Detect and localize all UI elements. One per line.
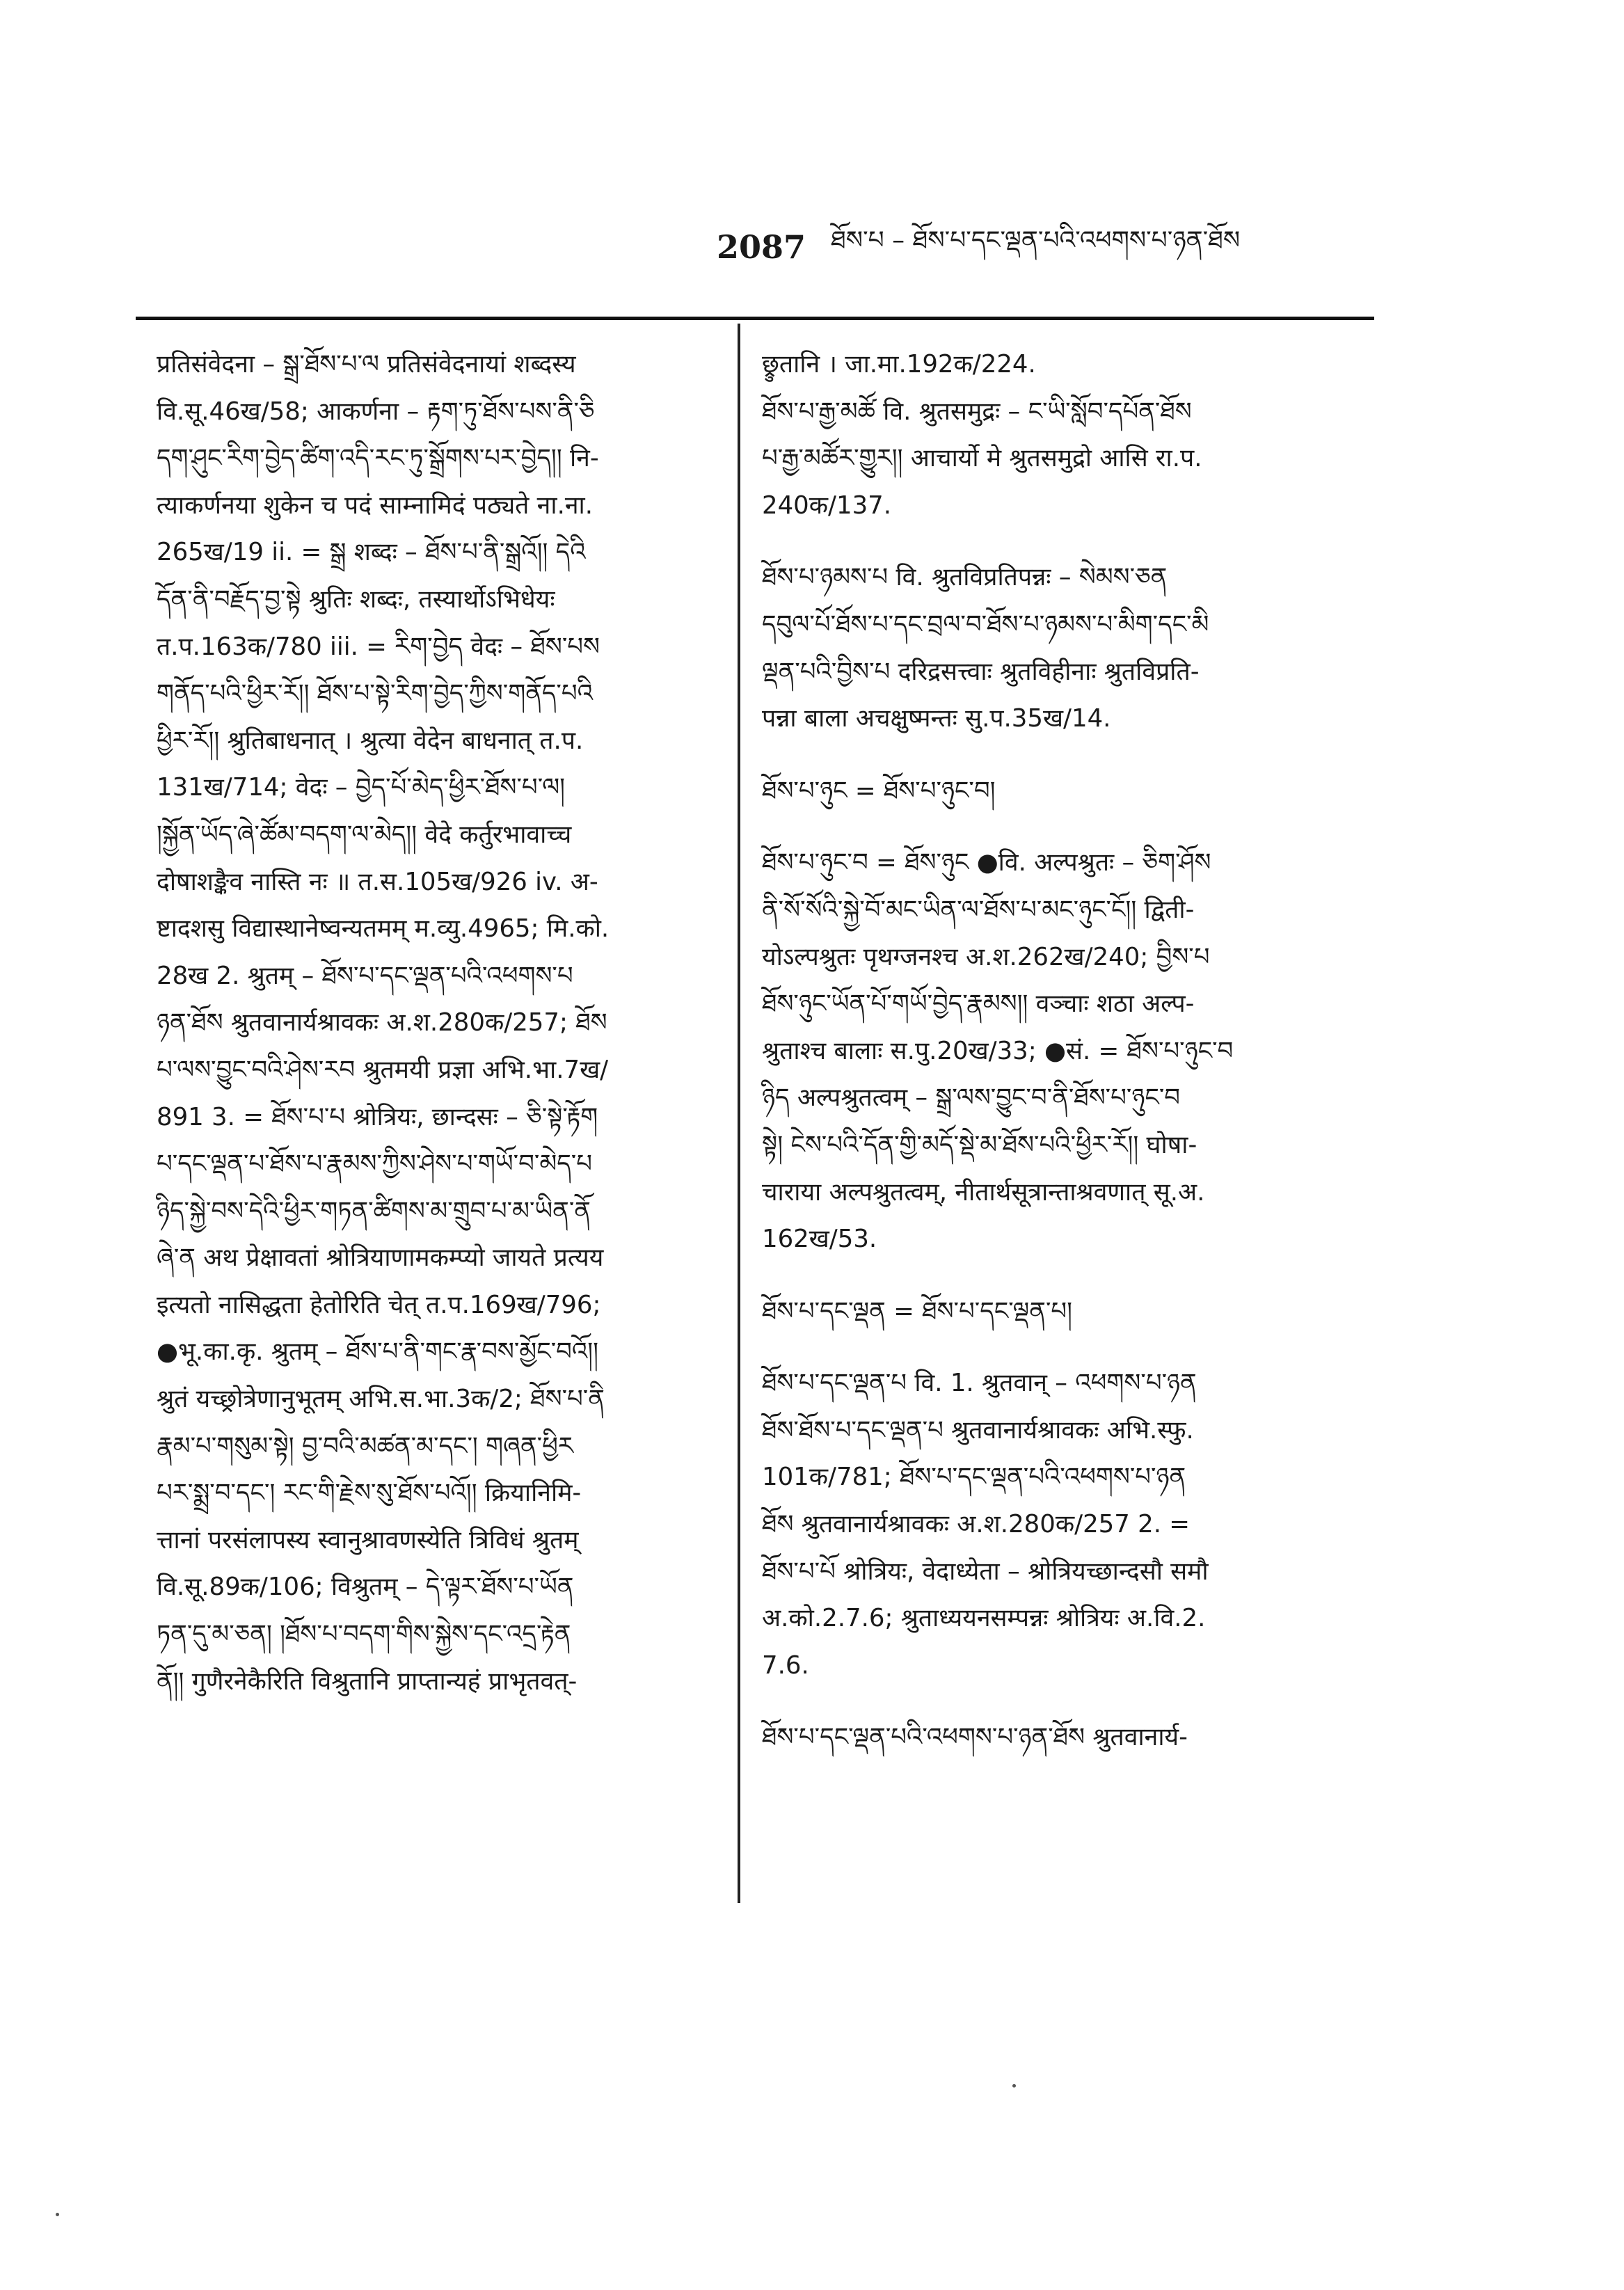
text-line: त्याकर्णनया शुकेन च पदं साम्नामिदं पठ्यते ना.ना. bbox=[157, 491, 594, 520]
text-line: ཐོས་པ་པོ श्रोत्रियः, वेदाध्येता – श्रोत्रियच्छान्दसौ समौ bbox=[762, 1557, 1209, 1586]
text-line: 265ख/19 ii. = སྒྲ शब्दः – ཐོས་པ་ནི་སྒྲའོ།། དེའི bbox=[157, 538, 586, 567]
text-line: །སྐྱོན་ཡོད་ཞེ་ཚོམ་བདག་ལ་མེད།། वेदे कर्तुरभावाच्च bbox=[157, 820, 572, 849]
text-line: चाराया अल्पश्रुतत्वम्, नीतार्थसूत्रान्ताश्रवणात् सू.अ. bbox=[762, 1177, 1205, 1207]
text-line: ཏན་དུ་མ་ཅན། །ཐོས་པ་བདག་གིས་སྐྱེས་དང་འདྲ་རྟེན bbox=[157, 1620, 571, 1649]
text-line: 891 3. = ཐོས་པ་པ श्रोत्रियः, छान्दसः – ཅི་སྟེ་རྟོག bbox=[157, 1102, 598, 1131]
text-line: योऽल्पश्रुतः पृथग्जनश्च अ.श.262ख/240; བྱིས་པ bbox=[762, 942, 1210, 971]
running-headwords: ཐོས་པ – ཐོས་པ་དང་ལྡན་པའི་འཕགས་པ་ཉན་ཐོས bbox=[831, 226, 1241, 255]
right-column bbox=[762, 341, 1388, 1761]
text-line: ཐོས་ཉུང་ཡོན་པོ་གཡོ་བྱེད་རྣམས།། वञ्चाः शठा अल्प- bbox=[762, 989, 1195, 1019]
text-line: ●भू.का.कृ. श्रुतम् – ཐོས་པ་ནི་གང་རྣ་བས་མྱོང་བའོ།། bbox=[157, 1337, 599, 1367]
text-line: པ་ལས་བྱུང་བའི་ཤེས་རབ श्रुतमयी प्रज्ञा अभि.भा.7ख/ bbox=[157, 1055, 609, 1084]
text-line: ཐོས་པ་དང་ལྡན་པའི་འཕགས་པ་ཉན་ཐོས श्रुतवानार्य- bbox=[762, 1723, 1188, 1752]
text-line: ཐོས་པ་ཉུང་བ = ཐོས་ཉུང ●वि. अल्पश्रुतः – ཅིག་ཤོས bbox=[762, 848, 1211, 877]
text-line: ལྡན་པའི་བྱིས་པ दरिद्रसत्त्वाः श्रुतविहीनाः श्रुतविप्रति- bbox=[762, 657, 1200, 686]
scan-speck bbox=[56, 2213, 59, 2216]
entry-spacer bbox=[762, 529, 1388, 554]
text-line: རྣམ་པ་གསུམ་སྟེ། བྱ་བའི་མཚན་མ་དང་། གཞན་ཕྱིར bbox=[157, 1431, 573, 1461]
left-column bbox=[157, 341, 727, 1705]
text-line: प्रतिसंवेदना – སྒྲ་ཐོས་པ་ལ प्रतिसंवेदनायां शब्दस्य bbox=[157, 350, 576, 379]
text-line: ཉན་ཐོས श्रुतवानार्यश्रावकः अ.श.280क/257; ཐོས bbox=[157, 1008, 607, 1037]
text-line: པ་དང་ལྡན་པ་ཐོས་པ་རྣམས་ཀྱིས་ཤེས་པ་གཡོ་བ་མེད་པ bbox=[157, 1150, 593, 1179]
text-line: ཐོས श्रुतवानार्यश्रावकः अ.श.280क/257 2. = bbox=[762, 1510, 1191, 1539]
entry-spacer bbox=[762, 1689, 1388, 1714]
text-line: 162ख/53. bbox=[762, 1225, 877, 1254]
text-line: ष्टादशसु विद्यास्थानेष्वन्यतमम् म.व्यु.4965; मि.को. bbox=[157, 914, 610, 944]
entry-spacer bbox=[762, 814, 1388, 839]
text-line: ཐོས་ཐོས་པ་དང་ལྡན་པ श्रुतवानार्यश्रावकः अभि.स्फु. bbox=[762, 1415, 1194, 1445]
text-line: ཉིད་སྐྱེ་བས་དེའི་ཕྱིར་གཏན་ཚིགས་མ་གྲུབ་པ་མ་ཡིན་ནོ bbox=[157, 1196, 591, 1225]
text-line: पन्ना बाला अचक्षुष्मन्तः सु.प.35ख/14. bbox=[762, 704, 1111, 733]
text-line: པར་སྨྲ་བ་དང་། རང་གི་རྗེས་སུ་ཐོས་པའོ།། क्रियानिमि- bbox=[157, 1479, 582, 1508]
header-rule bbox=[136, 317, 1374, 320]
page-header bbox=[717, 219, 1412, 275]
text-line: ཞེ་ན अथ प्रेक्षावतां श्रोत्रियाणामकम्प्यो जायते प्रत्यय bbox=[157, 1243, 604, 1273]
text-line: ཐོས་པ་རྒྱ་མཚོ वि. श्रुतसमुद्रः – ང་ཡི་སློབ་དཔོན་ཐོས bbox=[762, 397, 1192, 426]
text-line: དབུལ་པོ་ཐོས་པ་དང་བྲལ་བ་ཐོས་པ་ཉམས་པ་མིག་དང་མི bbox=[762, 610, 1209, 639]
text-line: 240क/137. bbox=[762, 491, 892, 520]
text-line: श्रुतं यच्छ्रोत्रेणानुभूतम् अभि.स.भा.3क/2; ཐོས་པ་ནི bbox=[157, 1385, 605, 1414]
page-number: 2087 bbox=[717, 228, 806, 266]
text-line: པ་རྒྱ་མཚོར་གྱུར།། आचार्यो मे श्रुतसमुद्रो आसि रा.प. bbox=[762, 444, 1202, 473]
text-line: གནོད་པའི་ཕྱིར་རོ།། ཐོས་པ་སྟེ་རིག་བྱེད་ཀྱིས་གནོད་པའི bbox=[157, 679, 593, 708]
text-line: 131ख/714; वेदः – བྱེད་པོ་མེད་ཕྱིར་ཐོས་པ་ལ། bbox=[157, 773, 566, 802]
text-line: ཕྱིར་རོ།། श्रुतिबाधनात् । श्रुत्या वेदेन बाधनात् त.प. bbox=[157, 726, 584, 755]
text-line: 101क/781; ཐོས་པ་དང་ལྡན་པའི་འཕགས་པ་ཉན bbox=[762, 1463, 1186, 1492]
text-line: वि.सू.89क/106; विश्रुतम् – དེ་ལྟར་ཐོས་པ་ཡོན bbox=[157, 1573, 574, 1602]
entry-spacer bbox=[762, 742, 1388, 768]
text-line: སྟེ། ངེས་པའི་དོན་གྱི་མདོ་སྡེ་མ་ཐོས་པའི་ཕྱིར་རོ།། घोषा- bbox=[762, 1130, 1197, 1159]
text-line: དག་ཤུང་རིག་བྱེད་ཚིག་འདི་རང་ཏུ་སྒྲོགས་པར་བྱེད།། नि- bbox=[157, 444, 599, 473]
text-line: 28ख 2. श्रुतम् – ཐོས་པ་དང་ལྡན་པའི་འཕགས་པ bbox=[157, 961, 573, 990]
text-line: 7.6. bbox=[762, 1651, 809, 1680]
text-line: वि.सू.46ख/58; आकर्णना – རྟག་ཏུ་ཐོས་པས་ནི་ཅི bbox=[157, 397, 595, 426]
column-divider bbox=[738, 324, 740, 1903]
text-line: अ.को.2.7.6; श्रुताध्ययनसम्पन्नः श्रोत्रियः अ.वि.2. bbox=[762, 1604, 1206, 1633]
text-line: དོན་ནི་བརྗོད་བྱ་སྟེ श्रुतिः शब्दः, तस्यार्थोऽभिधेयः bbox=[157, 585, 555, 614]
text-line: इत्यतो नासिद्धता हेतोरिति चेत् त.प.169ख/796; bbox=[157, 1290, 601, 1319]
text-line: ནི་སོ་སོའི་སྐྱེ་བོ་མང་ཡིན་ལ་ཐོས་པ་མང་ཉུང་ངོ།། द्विती- bbox=[762, 895, 1195, 924]
entry-spacer bbox=[762, 1335, 1388, 1360]
text-line: ཐོས་པ་ཉུང = ཐོས་པ་ཉུང་བ། bbox=[762, 776, 996, 805]
text-line: श्रुताश्च बालाः स.पु.20ख/33; ●सं. = ཐོས་པ་ཉུང་བ bbox=[762, 1036, 1234, 1065]
text-line: त्तानां परसंलापस्य स्वानुश्रावणस्येति त्रिविधं श्रुतम् bbox=[157, 1525, 579, 1555]
text-line: ཐོས་པ་ཉམས་པ वि. श्रुतविप्रतिपन्नः – སེམས་ཅན bbox=[762, 563, 1168, 592]
text-line: त.प.163क/780 iii. = རིག་བྱེད वेदः – ཐོས་པས bbox=[157, 632, 600, 661]
text-line: दोषाशङ्कैव नास्ति नः ॥ त.स.105ख/926 iv. अ- bbox=[157, 867, 598, 896]
text-line: ཉིད अल्पश्रुतत्वम् – སྒྲ་ལས་བྱུང་བ་ནི་ཐོས་པ་ཉུང་བ bbox=[762, 1083, 1181, 1113]
text-line: छ्रुतानि । जा.मा.192क/224. bbox=[762, 350, 1036, 379]
text-line: ཐོས་པ་དང་ལྡན་པ वि. 1. श्रुतवान् – འཕགས་པ་ཉན bbox=[762, 1369, 1197, 1398]
text-line: ཐོས་པ་དང་ལྡན = ཐོས་པ་དང་ལྡན་པ། bbox=[762, 1296, 1073, 1326]
scan-speck bbox=[1012, 2084, 1016, 2088]
entry-spacer bbox=[762, 1263, 1388, 1288]
text-line: ནོ།། गुणैरनेकैरिति विश्रुतानि प्राप्तान्यहं प्राभृतवत्- bbox=[157, 1667, 578, 1696]
